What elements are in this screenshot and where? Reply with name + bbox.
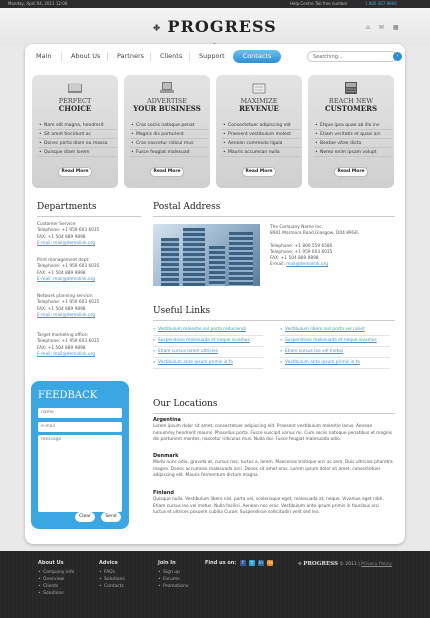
feature-box-perfect-choice [32,75,118,188]
footer-column-about [38,560,74,597]
useful-link[interactable]: » Vestibulum ante ipsum primis in fa [153,358,263,369]
useful-links-heading: Useful Links [153,306,211,316]
locations-heading: Our Locations [153,399,218,409]
privacy-policy-link[interactable]: Privacy Policy [361,562,392,567]
list-item: • Praesent vestibulum molest [222,130,300,139]
footer-column-title: About Us [38,560,64,566]
department-network [37,294,147,319]
read-more-button[interactable]: Read More [58,167,92,177]
footer-link[interactable]: • Solutions [99,576,125,583]
read-more-button[interactable]: Read More [334,167,368,177]
feedback-form [31,381,129,529]
footer-copyright: ✤ PROGRESS © 2011 | Privacy Policy [298,561,392,567]
departments-heading: Departments [37,202,97,212]
postal-address-heading: Postal Address [153,202,221,212]
footer-link[interactable]: • Company info [38,569,74,576]
footer-brand: PROGRESS [303,561,338,567]
divider [37,216,141,217]
feature-title: ADVERTISE [146,97,188,105]
name-field[interactable]: name [38,408,122,418]
list-item: • Etiam veritatis et quasi arc [314,130,392,139]
footer-link[interactable]: • Contacts [99,583,125,590]
location-text: Morbi nunc odio, gravida at, cursus nec, luctus a, lorem. Maecenas tristique orci ac sem. Duis ultricies pharetra magna. Donec accumsan malesuada orci. Donec sit amet eros. Lorem ipsum dolor sit amet, consectetuer adipiscing elit. Mauris fermentum dictum magna. [153,460,393,479]
nav-support[interactable]: Support [199,52,225,60]
useful-links-col-1 [153,325,263,369]
building-image [153,224,260,286]
footer-link[interactable]: • Clients [38,583,74,590]
list-item: • Mauris accumsan nulla [222,148,300,157]
main-navigation [25,44,405,70]
department-phone: Telephone: +1 959 603 6035 [37,339,100,345]
feedback-title: FEEDBACK [38,390,98,401]
linkedin-icon[interactable]: in [259,560,263,565]
message-field[interactable]: message [38,435,122,512]
department-phone: Telephone: +1 959 603 6035 [37,300,100,306]
list-item: • Donec porta diam eu massa [38,139,116,148]
footer-logo-icon: ✤ [298,562,302,567]
department-phone: Telephone: +1 959 603 6035 [37,228,100,234]
twitter-icon[interactable]: t [249,560,255,566]
list-item: • Consectetuer adipiscing elit [222,121,300,130]
paper-icon [250,81,268,95]
useful-link[interactable]: » Vestibulum ante ipsum primis in fa [280,358,390,369]
nav-main[interactable]: Main [36,52,52,60]
department-email-link[interactable]: E-mail: mail@demolink.org [37,312,95,318]
address-phone: Telephone: +1 800 559 6580 [270,243,333,249]
phone-text: 1 800 567 8900 [365,1,397,6]
useful-links-col-2 [280,325,390,369]
useful-link[interactable]: » Vestibulum libero nisl porta vel nisiet [280,325,390,336]
list-item: • Fusce feugiat malesuad [130,148,208,157]
logo-text: PROGRESS [167,17,277,36]
feature-list [314,121,392,157]
list-item: • Magnis dis parturient [130,130,208,139]
help-text: Help Centre Toll free number [290,1,348,6]
home-icon[interactable]: ⌂ [366,24,370,31]
footer-link[interactable]: • FAQs [99,569,125,576]
address-phone: Telephone: +1 959 603 6035 [270,249,333,255]
department-fax: FAX: +1 504 889 9898 [37,270,86,276]
top-info-bar [0,0,430,8]
address-line: The Company Name Inc. [270,225,323,230]
date-text: Monday, April 04, 2011 12:00 [8,1,68,6]
feature-subtitle: CHOICE [58,104,92,113]
footer-link[interactable]: • Overview [38,576,74,583]
divider [153,413,395,414]
book-icon [66,81,84,95]
ornament-left-icon: ✤ [153,22,161,33]
copyright-text: © 2011 [339,562,357,567]
department-phone: Telephone: +1 959 603 6035 [37,264,100,270]
list-item: • Aenean commodo ligula [222,139,300,148]
divider [153,216,395,217]
location-text: Quisque nulla. Vestibulum libero nisl, porta vel, scelerisque eget, malesuada at, neque. Vivamus eget nibh. Etiam cursus leo vel metus. Nulla facilisi. Aenean nec eros. Vestibulum ante ipsum primis in faucibus orci luctus et ultrices posuere cubilia Curae; Suspendisse sollicitudin velit sed leo. [153,497,384,516]
department-email-link[interactable]: E-mail: mail@demolink.org [37,351,95,357]
useful-link[interactable]: » Suspendisse malesuada et neque vivamus [280,336,390,347]
mail-icon[interactable]: ✉ [378,24,384,31]
main-panel [25,44,405,544]
nav-divider [107,52,108,61]
useful-link[interactable]: » Suspendisse malesuada et neque vivamus [153,336,263,347]
facebook-icon[interactable]: f [240,560,246,566]
department-name: Customer Service: [37,222,77,227]
department-email-link[interactable]: E-mail: mail@demolink.org [37,240,95,246]
list-item: • Nam elit magna, hendrerit [38,121,116,130]
list-item: • Nemo enim ipsam volupt [314,148,392,157]
nav-divider [150,52,151,61]
nav-about-us[interactable]: About Us [71,52,101,60]
read-more-button[interactable]: Read More [150,167,184,177]
feature-box-advertise [124,75,210,188]
feature-box-reach-customers [308,75,394,188]
department-fax: FAX: +1 504 889 9898 [37,306,86,312]
feature-title: REACH NEW [328,97,374,105]
location-denmark [153,453,393,480]
useful-link[interactable]: » Vestibulum molestie sol porta reduciendi [153,325,263,336]
feature-subtitle: REVENUE [239,104,279,113]
search-input[interactable]: Searching... [307,51,397,62]
list-item: • Sit amet tincidunt ac [38,130,116,139]
footer [0,551,430,618]
list-item: • Beatae vitae dicta [314,139,392,148]
location-finland [153,490,393,517]
department-fax: FAX: +1 504 889 9898 [37,345,86,351]
department-name: Print management dept: [37,258,90,263]
sitemap-icon[interactable]: ▦ [392,24,399,31]
department-fax: FAX: +1 504 889 9898 [37,234,86,240]
list-item: • Cras sociis natoque penat [130,121,208,130]
location-argentina [153,417,393,444]
email-link[interactable]: mail@demolink.org [286,262,328,268]
address-line: 8901 Marmora Road,Glasgow, D04 89GR. [270,231,360,237]
send-button[interactable]: Send [101,512,121,522]
feature-title: PERFECT [58,97,92,105]
search-button[interactable]: › [393,52,402,61]
location-name: Finland [153,490,174,496]
clear-button[interactable]: Clear [75,512,95,522]
postal-address [270,225,398,269]
department-customer-service [37,222,147,247]
useful-link[interactable]: » Etiam cursus leo vel metus [280,347,390,358]
useful-link[interactable]: » Etiam cursus lorem ultricies [153,347,263,358]
footer-column-title: Join In [158,560,176,566]
find-us-label: Find us on: [205,560,237,566]
location-name: Denmark [153,453,179,459]
footer-link[interactable]: • Forums [158,576,188,583]
location-name: Argentina [153,417,181,423]
footer-link[interactable]: • Promotions [158,583,188,590]
list-item: • Cras nascetur ridicul mus [130,139,208,148]
rss-icon[interactable]: rss [267,560,273,565]
feature-list [222,121,300,157]
address-fax: FAX: +1 504 889 9898 [270,256,319,262]
email-label: E-mail: [270,262,285,268]
footer-link[interactable]: • Sign up [158,569,188,576]
nav-divider [189,52,190,61]
feature-subtitle: CUSTOMERS [325,104,377,113]
header-icons [366,24,408,31]
feature-box-maximize [216,75,302,188]
department-marketing [37,333,147,358]
department-email-link[interactable]: E-mail: mail@demolink.org [37,276,95,282]
footer-link[interactable]: • Solutions [38,590,74,597]
nav-partners[interactable]: Partners [117,52,145,60]
footer-column-join [158,560,188,590]
divider [153,320,395,321]
footer-column-advice [99,560,125,590]
nav-divider [61,52,62,61]
feature-title: MAXIMIZE [240,97,278,105]
list-item: • Quisque diam lorem [38,148,116,157]
read-more-button[interactable]: Read More [242,167,276,177]
nav-contacts[interactable]: Contacts [233,50,281,63]
feature-list [130,121,208,157]
location-text: Lorem ipsum dolor sit amet, consectetuer adipiscing elit. Praesent vestibulum molestie lacus. Aenean nonummy hendrerit mauris. Phasellus porta. Fusce suscipit varius mi. Cum sociis natoque penatibus et magnis dis parturient montes, nascetur ridiculus mus. Nulla dui. Fusce feugiat malesuada odio. [153,424,392,443]
header [0,8,430,46]
footer-column-title: Advice [99,560,118,566]
department-name: Target marketing office: [37,333,89,338]
nav-clients[interactable]: Clients [160,52,183,60]
feature-list [38,121,116,157]
newspaper-icon [342,81,360,95]
email-field[interactable]: e-mail [38,422,122,432]
feature-subtitle: YOUR BUSINESS [133,104,201,113]
department-print [37,258,147,283]
laptop-icon [158,81,176,95]
list-item: • Etque ipsa quae ab illo inv [314,121,392,130]
department-name: Network planning service: [37,294,94,299]
